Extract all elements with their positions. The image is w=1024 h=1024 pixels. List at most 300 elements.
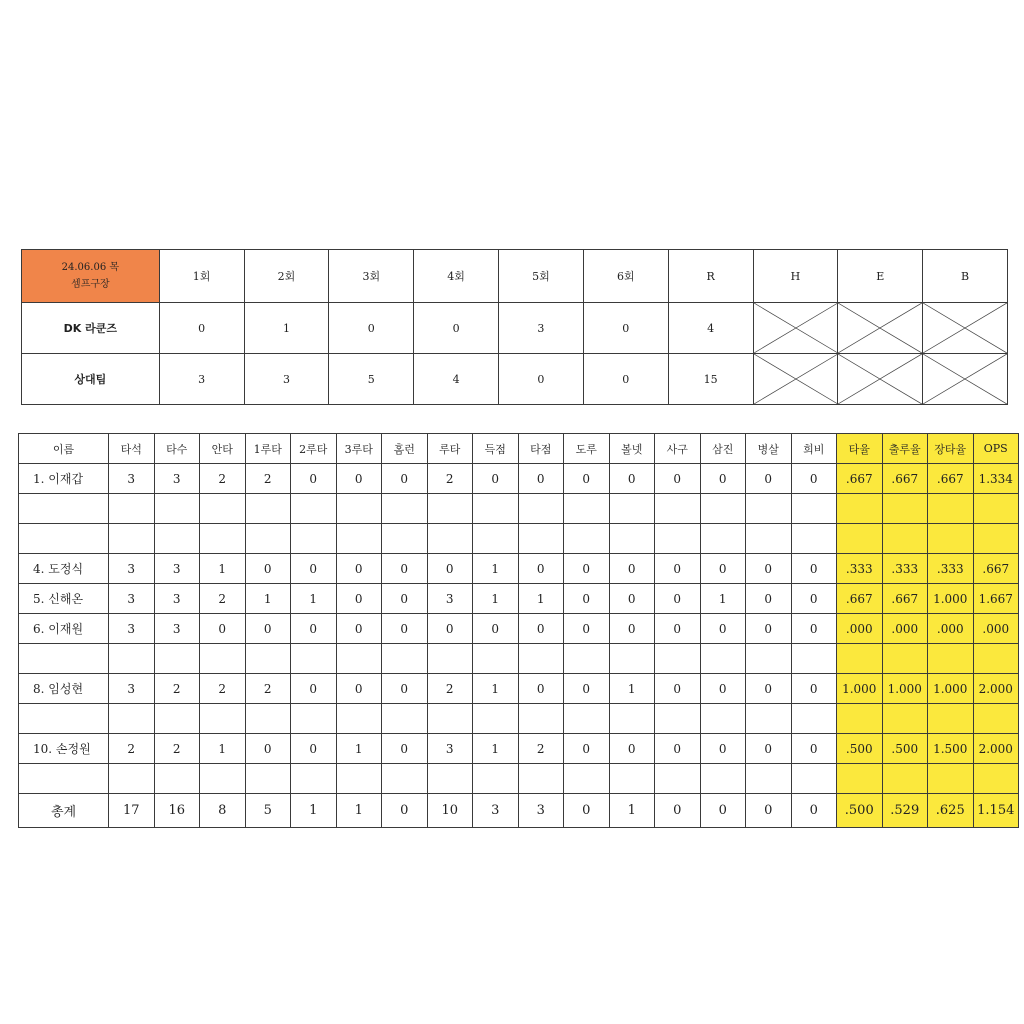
rate-value — [837, 644, 883, 674]
stat-value — [109, 494, 155, 524]
rate-value: .333 — [928, 554, 974, 584]
stat-header: 득점 — [473, 434, 519, 464]
stat-value: 8 — [200, 794, 246, 828]
stat-value: 3 — [109, 674, 155, 704]
inning-score: 0 — [583, 303, 668, 354]
stat-header: 루타 — [427, 434, 473, 464]
stat-value: 0 — [746, 734, 792, 764]
inning-header: 4회 — [414, 250, 499, 303]
rate-value: .000 — [928, 614, 974, 644]
stat-value — [518, 704, 564, 734]
stat-value: 0 — [427, 614, 473, 644]
rate-value — [882, 494, 928, 524]
stat-value: 0 — [336, 614, 382, 644]
stat-value — [473, 704, 519, 734]
inning-header: 1회 — [159, 250, 244, 303]
stat-value — [791, 524, 837, 554]
stats-header-row — [19, 434, 1019, 464]
inning-score: 0 — [499, 354, 584, 405]
stat-value: 0 — [382, 464, 428, 494]
stat-header: 도루 — [564, 434, 610, 464]
rate-value: .667 — [837, 584, 883, 614]
stat-header: 병살 — [746, 434, 792, 464]
stat-value — [245, 644, 291, 674]
stat-value — [791, 764, 837, 794]
rate-value: .667 — [928, 464, 974, 494]
stat-value: 3 — [109, 554, 155, 584]
stat-value: 2 — [154, 674, 200, 704]
stat-value — [700, 494, 746, 524]
stat-value — [791, 644, 837, 674]
rate-value — [973, 704, 1019, 734]
stat-value: 0 — [245, 554, 291, 584]
stat-value — [336, 704, 382, 734]
stat-value: 1 — [609, 794, 655, 828]
stat-value: 5 — [245, 794, 291, 828]
stat-value: 0 — [518, 614, 564, 644]
stat-value — [200, 524, 246, 554]
stat-header: 타점 — [518, 434, 564, 464]
stat-value — [336, 524, 382, 554]
player-row — [19, 554, 1019, 584]
inning-score: 3 — [244, 354, 329, 405]
stat-value: 3 — [427, 734, 473, 764]
stat-value: 0 — [473, 614, 519, 644]
stat-value: 0 — [791, 554, 837, 584]
stat-value: 0 — [791, 584, 837, 614]
stat-value: 1 — [336, 794, 382, 828]
stat-value — [473, 494, 519, 524]
stat-value — [564, 644, 610, 674]
player-name — [19, 764, 109, 794]
stat-value — [154, 704, 200, 734]
stat-value: 2 — [200, 464, 246, 494]
stat-value: 0 — [473, 464, 519, 494]
stat-value: 1 — [473, 554, 519, 584]
stat-header: 타석 — [109, 434, 155, 464]
stat-value: 2 — [200, 674, 246, 704]
player-name: 총계 — [19, 794, 109, 828]
stat-value — [655, 644, 701, 674]
player-name: 6. 이재원 — [19, 614, 109, 644]
stat-value: 0 — [564, 554, 610, 584]
stat-value: 3 — [109, 584, 155, 614]
stat-value — [791, 494, 837, 524]
stat-value — [609, 644, 655, 674]
empty-player-row — [19, 524, 1019, 554]
stat-value: 0 — [655, 614, 701, 644]
stat-value: 0 — [245, 614, 291, 644]
stat-value: 0 — [564, 584, 610, 614]
stat-value: 0 — [564, 464, 610, 494]
crossed-out-cell — [923, 303, 1008, 354]
rate-value: 2.000 — [973, 674, 1019, 704]
stat-value: 0 — [746, 584, 792, 614]
rate-value: .500 — [882, 734, 928, 764]
stat-value: 1 — [336, 734, 382, 764]
inning-header: 3회 — [329, 250, 414, 303]
player-name: 1. 이재갑 — [19, 464, 109, 494]
rate-value: .500 — [837, 794, 883, 828]
rate-value: 1.667 — [973, 584, 1019, 614]
stat-value: 0 — [746, 674, 792, 704]
game-venue: 셈프구장 — [71, 279, 110, 290]
rate-value: 1.000 — [928, 584, 974, 614]
stat-value: 2 — [427, 674, 473, 704]
stat-value — [200, 704, 246, 734]
stat-value: 1 — [700, 584, 746, 614]
stat-value — [564, 494, 610, 524]
inning-header: 5회 — [499, 250, 584, 303]
stat-value: 0 — [609, 584, 655, 614]
linescore-team-row — [22, 303, 1008, 354]
rate-value — [973, 644, 1019, 674]
crossed-out-cell — [753, 303, 838, 354]
stat-value: 0 — [382, 554, 428, 584]
stat-value: 3 — [427, 584, 473, 614]
runs-header: R — [668, 250, 753, 303]
inning-header: 2회 — [244, 250, 329, 303]
stat-value: 0 — [336, 584, 382, 614]
stat-value: 3 — [109, 464, 155, 494]
stat-value — [200, 764, 246, 794]
rate-value — [973, 764, 1019, 794]
rate-value: 1.000 — [837, 674, 883, 704]
stat-value — [200, 644, 246, 674]
player-name: 8. 임성현 — [19, 674, 109, 704]
stat-value: 0 — [382, 584, 428, 614]
stat-value: 17 — [109, 794, 155, 828]
stat-value: 3 — [154, 584, 200, 614]
stat-value: 0 — [700, 794, 746, 828]
stat-value: 0 — [655, 794, 701, 828]
rate-value — [882, 764, 928, 794]
stat-value — [564, 524, 610, 554]
stat-value: 16 — [154, 794, 200, 828]
stat-value: 0 — [609, 734, 655, 764]
stat-value — [746, 494, 792, 524]
stat-value: 0 — [609, 464, 655, 494]
player-name: 5. 신해온 — [19, 584, 109, 614]
rate-value: .333 — [882, 554, 928, 584]
stat-value: 0 — [427, 554, 473, 584]
stat-value — [109, 644, 155, 674]
rate-value: 1.500 — [928, 734, 974, 764]
stat-value: 10 — [427, 794, 473, 828]
stat-value — [245, 704, 291, 734]
stat-value: 3 — [154, 464, 200, 494]
linescore-team-row — [22, 354, 1008, 405]
stat-value — [291, 704, 337, 734]
stat-value: 3 — [109, 614, 155, 644]
stat-value — [746, 704, 792, 734]
linescore-header-row — [22, 250, 1008, 303]
inning-score: 0 — [329, 303, 414, 354]
stat-value — [245, 494, 291, 524]
rate-value: .000 — [882, 614, 928, 644]
rate-value: .667 — [973, 554, 1019, 584]
stat-value — [336, 764, 382, 794]
stat-value: 0 — [700, 614, 746, 644]
stat-value — [609, 524, 655, 554]
stat-value — [154, 494, 200, 524]
stat-value — [473, 764, 519, 794]
stat-value — [473, 524, 519, 554]
rate-value: .000 — [837, 614, 883, 644]
rate-value — [973, 524, 1019, 554]
stat-value: 0 — [518, 554, 564, 584]
rate-value — [928, 644, 974, 674]
stat-value: 0 — [336, 464, 382, 494]
stat-value — [200, 494, 246, 524]
stat-value: 3 — [473, 794, 519, 828]
stat-value: 1 — [609, 674, 655, 704]
stat-value: 0 — [655, 464, 701, 494]
inning-score: 0 — [414, 303, 499, 354]
stat-header: 볼넷 — [609, 434, 655, 464]
rate-value: 1.000 — [882, 674, 928, 704]
stat-header: 출루율 — [882, 434, 928, 464]
stat-value: 0 — [382, 614, 428, 644]
stat-value: 0 — [382, 734, 428, 764]
stat-value: 0 — [746, 464, 792, 494]
stat-value — [291, 644, 337, 674]
stat-value: 0 — [700, 734, 746, 764]
stat-value — [427, 494, 473, 524]
game-info-cell — [22, 250, 160, 303]
stat-header: 3루타 — [336, 434, 382, 464]
stat-value: 0 — [655, 584, 701, 614]
stat-value — [746, 764, 792, 794]
stat-value: 0 — [564, 674, 610, 704]
stat-value: 1 — [200, 734, 246, 764]
stat-value — [382, 704, 428, 734]
stat-value: 1 — [291, 584, 337, 614]
stat-value — [245, 524, 291, 554]
stat-value — [518, 524, 564, 554]
hits-header: H — [753, 250, 838, 303]
stat-value: 0 — [746, 614, 792, 644]
total-runs: 4 — [668, 303, 753, 354]
stat-header: 안타 — [200, 434, 246, 464]
rate-value: .625 — [928, 794, 974, 828]
stat-value: 0 — [564, 794, 610, 828]
stat-header: 1루타 — [245, 434, 291, 464]
stat-value: 0 — [336, 674, 382, 704]
stat-value: 0 — [655, 734, 701, 764]
rate-value — [837, 494, 883, 524]
stat-value — [336, 644, 382, 674]
stat-header: OPS — [973, 434, 1019, 464]
stat-value: 3 — [154, 614, 200, 644]
stat-value: 2 — [200, 584, 246, 614]
stat-value — [655, 764, 701, 794]
stat-value — [291, 494, 337, 524]
stat-value: 0 — [791, 734, 837, 764]
rate-value: 1.154 — [973, 794, 1019, 828]
stat-value: 0 — [382, 794, 428, 828]
stat-value: 0 — [791, 464, 837, 494]
rate-value — [928, 524, 974, 554]
stat-value: 2 — [518, 734, 564, 764]
team-name: DK 라쿤즈 — [22, 303, 160, 354]
stat-value: 0 — [700, 464, 746, 494]
rate-value: 2.000 — [973, 734, 1019, 764]
inning-score: 5 — [329, 354, 414, 405]
stat-value — [518, 764, 564, 794]
batting-stats-table — [18, 433, 1019, 828]
inning-score: 0 — [159, 303, 244, 354]
stat-header: 타수 — [154, 434, 200, 464]
stat-value — [427, 524, 473, 554]
stat-value: 0 — [564, 734, 610, 764]
stat-value — [518, 494, 564, 524]
player-name — [19, 494, 109, 524]
stat-value: 1 — [245, 584, 291, 614]
player-name: 10. 손정원 — [19, 734, 109, 764]
stat-value: 2 — [427, 464, 473, 494]
stat-value: 1 — [473, 674, 519, 704]
rate-value: 1.334 — [973, 464, 1019, 494]
stat-value — [154, 524, 200, 554]
stat-header: 2루타 — [291, 434, 337, 464]
stat-value — [609, 704, 655, 734]
stat-value: 1 — [200, 554, 246, 584]
stat-value: 2 — [245, 464, 291, 494]
stat-value — [427, 764, 473, 794]
stat-value — [336, 494, 382, 524]
rate-value: .333 — [837, 554, 883, 584]
rate-value: .529 — [882, 794, 928, 828]
stat-header: 타율 — [837, 434, 883, 464]
stat-value — [609, 764, 655, 794]
inning-header: 6회 — [583, 250, 668, 303]
total-row — [19, 794, 1019, 828]
rate-value — [837, 704, 883, 734]
stat-value — [154, 644, 200, 674]
stat-value: 0 — [518, 464, 564, 494]
stat-header: 사구 — [655, 434, 701, 464]
player-row — [19, 464, 1019, 494]
rate-value — [973, 494, 1019, 524]
player-name-header: 이름 — [19, 434, 109, 464]
player-row — [19, 614, 1019, 644]
stat-value — [109, 764, 155, 794]
stat-value — [564, 764, 610, 794]
stat-value: 0 — [700, 554, 746, 584]
stat-value: 0 — [291, 464, 337, 494]
stat-value — [655, 494, 701, 524]
stat-value: 0 — [245, 734, 291, 764]
stat-value: 0 — [200, 614, 246, 644]
walks-header: B — [923, 250, 1008, 303]
player-row — [19, 734, 1019, 764]
stat-header: 장타율 — [928, 434, 974, 464]
stat-header: 홈런 — [382, 434, 428, 464]
stat-value — [382, 494, 428, 524]
stat-value — [700, 644, 746, 674]
errors-header: E — [838, 250, 923, 303]
stat-value: 2 — [154, 734, 200, 764]
stat-value: 0 — [791, 674, 837, 704]
stat-value — [746, 644, 792, 674]
rate-value: .000 — [973, 614, 1019, 644]
total-runs: 15 — [668, 354, 753, 405]
stat-value: 0 — [746, 794, 792, 828]
stat-value: 0 — [291, 614, 337, 644]
inning-score: 1 — [244, 303, 329, 354]
stat-value: 0 — [291, 554, 337, 584]
player-name: 4. 도정식 — [19, 554, 109, 584]
rate-value — [928, 704, 974, 734]
stat-value — [427, 644, 473, 674]
stat-value: 0 — [746, 554, 792, 584]
player-row — [19, 584, 1019, 614]
stat-value — [291, 764, 337, 794]
rate-value — [837, 764, 883, 794]
stat-value: 0 — [791, 614, 837, 644]
rate-value — [928, 494, 974, 524]
rate-value — [882, 704, 928, 734]
stat-value: 0 — [700, 674, 746, 704]
stat-value — [609, 494, 655, 524]
empty-player-row — [19, 704, 1019, 734]
rate-value: .500 — [837, 734, 883, 764]
empty-player-row — [19, 644, 1019, 674]
player-row — [19, 674, 1019, 704]
stat-value — [518, 644, 564, 674]
rate-value: .667 — [882, 584, 928, 614]
stat-header: 희비 — [791, 434, 837, 464]
stat-value: 0 — [655, 554, 701, 584]
empty-player-row — [19, 494, 1019, 524]
stat-value: 1 — [518, 584, 564, 614]
stat-value — [382, 524, 428, 554]
stat-value: 0 — [564, 614, 610, 644]
crossed-out-cell — [838, 354, 923, 405]
stat-value — [655, 704, 701, 734]
stat-value: 1 — [473, 584, 519, 614]
stat-value: 0 — [791, 794, 837, 828]
stat-value: 0 — [609, 614, 655, 644]
player-name — [19, 644, 109, 674]
player-name — [19, 524, 109, 554]
stat-header: 삼진 — [700, 434, 746, 464]
stat-value: 0 — [291, 674, 337, 704]
stat-value: 2 — [109, 734, 155, 764]
stat-value — [791, 704, 837, 734]
stat-value — [700, 524, 746, 554]
stat-value — [655, 524, 701, 554]
inning-score: 0 — [583, 354, 668, 405]
stat-value — [245, 764, 291, 794]
rate-value — [837, 524, 883, 554]
rate-value — [882, 644, 928, 674]
stat-value — [154, 764, 200, 794]
inning-score: 3 — [159, 354, 244, 405]
stat-value: 0 — [382, 674, 428, 704]
stat-value: 0 — [291, 734, 337, 764]
stat-value: 0 — [609, 554, 655, 584]
rate-value — [882, 524, 928, 554]
crossed-out-cell — [838, 303, 923, 354]
stat-value: 0 — [655, 674, 701, 704]
stat-value — [382, 644, 428, 674]
stat-value: 0 — [518, 674, 564, 704]
rate-value: .667 — [882, 464, 928, 494]
stat-value — [291, 524, 337, 554]
stat-value: 3 — [518, 794, 564, 828]
